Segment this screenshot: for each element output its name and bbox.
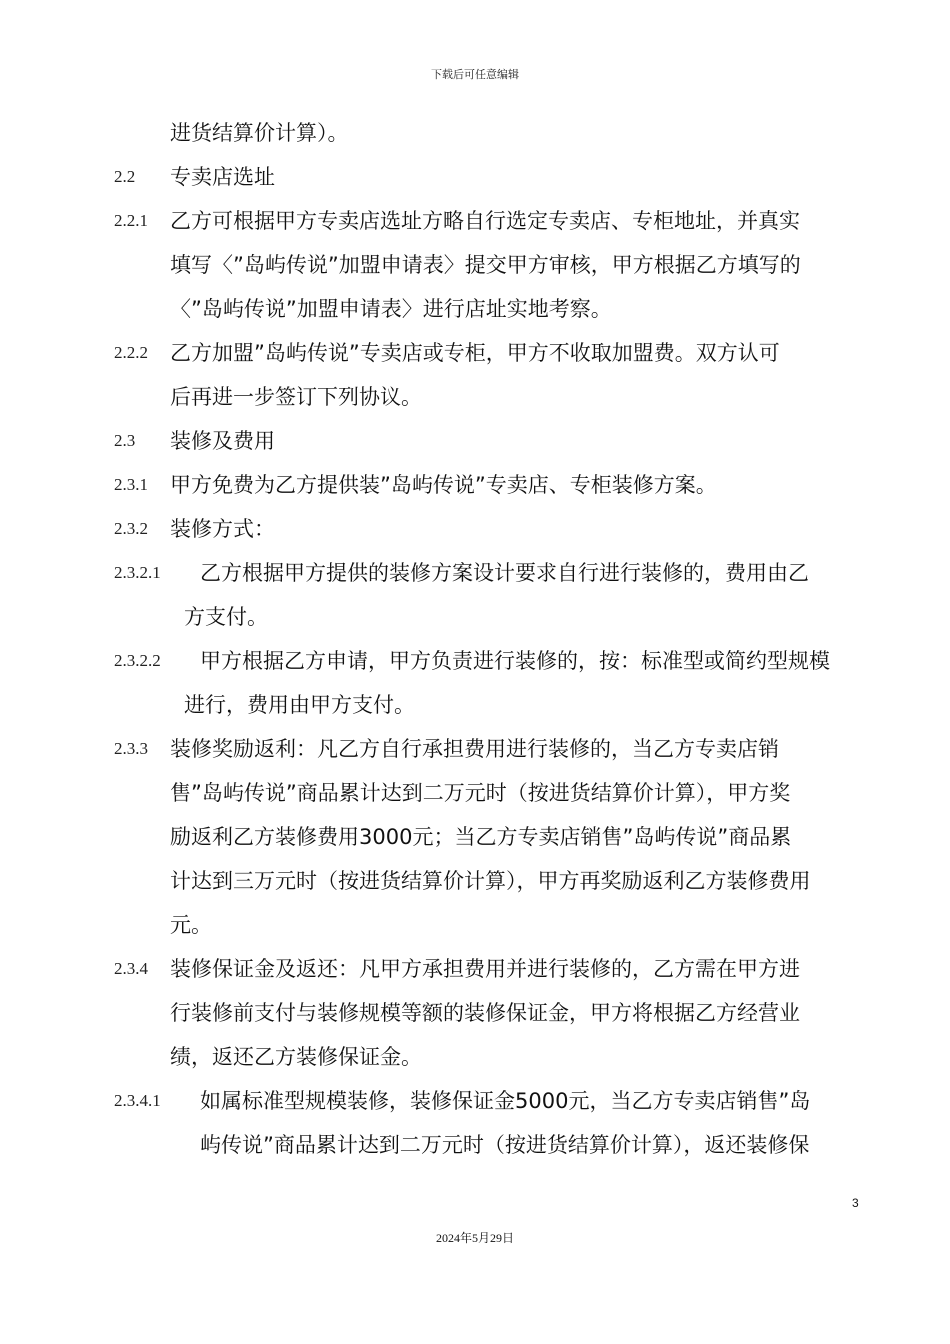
clause-2-3-2-2 — [0, 639, 950, 727]
clause-line: 填写〈”岛屿传说”加盟申请表〉提交甲方审核，甲方根据乙方填写的 — [170, 253, 801, 277]
section-number: 2.3 — [114, 431, 136, 450]
clause-line: 乙方可根据甲方专卖店选址方略自行选定专卖店、专柜地址，并真实 — [170, 209, 800, 233]
clause-number: 2.3.2.2 — [114, 651, 161, 670]
clause-line: 〈”岛屿传说”加盟申请表〉进行店址实地考察。 — [170, 297, 612, 321]
clause-2-3-2 — [0, 507, 950, 551]
clause-line: 方支付。 — [184, 605, 268, 629]
clause-2-3-4 — [0, 947, 950, 1079]
section-title: 专卖店选址 — [170, 165, 275, 189]
clause-line: 行装修前支付与装修规模等额的装修保证金，甲方将根据乙方经营业 — [170, 1001, 800, 1025]
clause-line: 元。 — [170, 913, 212, 937]
clause-line: 屿传说”商品累计达到二万元时（按进货结算价计算），返还装修保 — [200, 1133, 810, 1157]
clause-line: 装修方式： — [170, 517, 275, 541]
clause-line: 装修保证金及返还：凡甲方承担费用并进行装修的，乙方需在甲方进 — [170, 957, 800, 981]
clause-2-2-2 — [0, 331, 950, 419]
clause-number: 2.3.1 — [114, 475, 148, 494]
section-2-3-heading — [0, 419, 950, 463]
clause-2-3-1 — [0, 463, 950, 507]
clause-line: 进行，费用由甲方支付。 — [184, 693, 415, 717]
clause-line: 甲方根据乙方申请，甲方负责进行装修的，按：标准型或简约型规模 — [200, 649, 830, 673]
clause-line: 售”岛屿传说”商品累计达到二万元时（按进货结算价计算），甲方奖 — [170, 781, 791, 805]
section-2-2-heading — [0, 155, 950, 199]
clause-line: 励返利乙方装修费用3000元；当乙方专卖店销售”岛屿传说”商品累 — [170, 825, 792, 849]
clause-number: 2.3.4 — [114, 959, 148, 978]
clause-number: 2.3.2.1 — [114, 563, 161, 582]
clause-2-3-4-1 — [0, 1079, 950, 1167]
clause-line: 甲方免费为乙方提供装”岛屿传说”专卖店、专柜装修方案。 — [170, 473, 717, 497]
clause-number: 2.2.1 — [114, 211, 148, 230]
page-footer-date: 2024年5月29日 — [435, 1231, 514, 1245]
section-number: 2.2 — [114, 167, 136, 186]
clause-line: 绩，返还乙方装修保证金。 — [170, 1045, 422, 1069]
clause-number: 2.3.2 — [114, 519, 148, 538]
clause-line: 乙方加盟”岛屿传说”专卖店或专柜，甲方不收取加盟费。双方认可 — [170, 341, 780, 365]
page-header: 下载后可任意编辑 — [431, 68, 519, 81]
clause-number: 2.3.3 — [114, 739, 148, 758]
clause-2-3-2-1 — [0, 551, 950, 639]
section-title: 装修及费用 — [170, 429, 275, 453]
document-body — [0, 111, 950, 1167]
continuation-paragraph: 进货结算价计算）。 — [170, 121, 349, 145]
clause-line: 后再进一步签订下列协议。 — [170, 385, 422, 409]
clause-line: 计达到三万元时（按进货结算价计算），甲方再奖励返利乙方装修费用 — [170, 869, 811, 893]
clause-line: 乙方根据甲方提供的装修方案设计要求自行进行装修的，费用由乙 — [200, 561, 809, 585]
clause-number: 2.3.4.1 — [114, 1091, 161, 1110]
clause-line: 装修奖励返利：凡乙方自行承担费用进行装修的，当乙方专卖店销 — [170, 737, 779, 761]
clause-line: 如属标准型规模装修，装修保证金5000元，当乙方专卖店销售”岛 — [200, 1089, 811, 1113]
page-number: 3 — [852, 1196, 859, 1210]
clause-2-3-3 — [0, 727, 950, 947]
clause-2-2-1 — [0, 199, 950, 331]
clause-number: 2.2.2 — [114, 343, 148, 362]
